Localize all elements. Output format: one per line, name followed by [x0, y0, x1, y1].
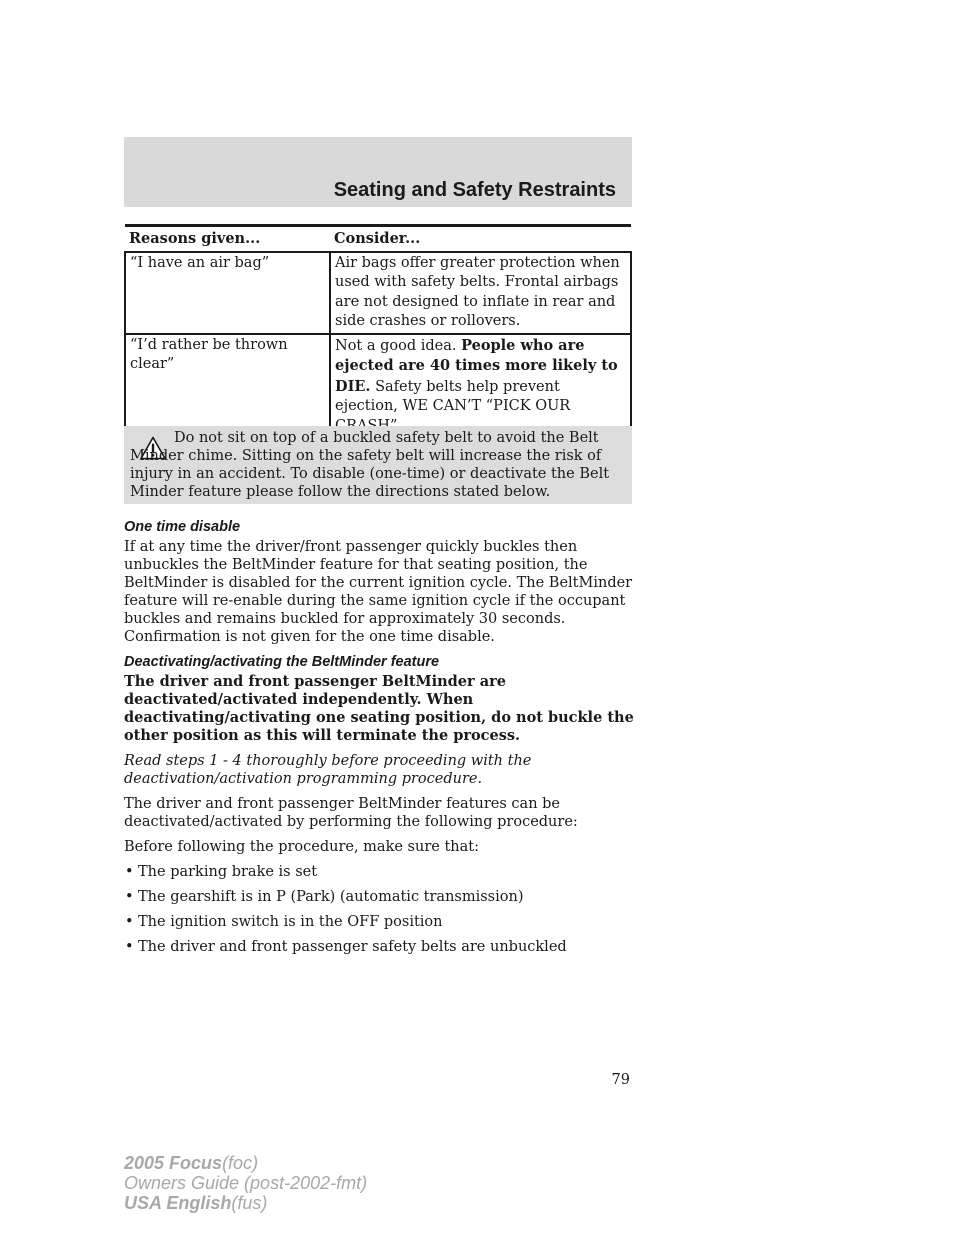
table-row: [125, 252, 631, 334]
table-row: [125, 334, 631, 439]
footer-model: 2005 Focus: [124, 1153, 223, 1173]
one-time-disable-body: If at any time the driver/front passenger quickly buckles then unbuckles the BeltMinder feature for that seating position, the BeltMinder is disabled for the current ignition cycle. The BeltMinder feature will re-enable during the same ignition cycle if the occupant buckles and remains buckled for approximately 30 seconds. Confirmation is not given for the one time disable.: [124, 539, 633, 645]
footer-language: USA English: [124, 1193, 232, 1213]
list-item: • The ignition switch is in the OFF position: [124, 913, 636, 931]
main-content: [124, 518, 636, 963]
consider-cell: Air bags offer greater protection when used with safety belts. Frontal airbags are not designed to inflate in rear and side crashes or rollovers.: [330, 252, 631, 334]
consider-emphasis: People who are ejected are 40 times more likely to DIE.: [335, 336, 618, 395]
list-item: • The gearshift is in P (Park) (automatic transmission): [124, 888, 636, 906]
procedure-intro: The driver and front passenger BeltMinder features can be deactivated/activated by performing the following procedure:: [124, 796, 578, 830]
consider-suffix: Safety belts help prevent ejection, WE CAN’T “PICK OUR: [335, 378, 571, 414]
heading-one-time-disable: One time disable: [124, 519, 241, 535]
page-number: 79: [611, 1072, 630, 1088]
warning-text: Do not sit on top of a buckled safety belt to avoid the Belt Minder chime. Sitting on the safety belt will increase the risk of injury in an accident. To disable (one-time) or deactivate the Belt Minder feature please follow the directions stated below.: [130, 430, 610, 500]
list-item: • The driver and front passenger safety belts are unbuckled: [124, 938, 636, 956]
reason-cell: “I have an air bag”: [125, 252, 330, 334]
footer-line-guide: Owners Guide (post-2002-fmt): [124, 1173, 368, 1193]
column-header-consider: Consider...: [330, 226, 631, 252]
list-item: • The parking brake is set: [124, 863, 636, 881]
reasons-table: [124, 224, 632, 439]
before-procedure-text: Before following the procedure, make sure that:: [124, 839, 479, 855]
consider-prefix: Not a good idea.: [335, 337, 457, 354]
reason-cell: “I’d rather be thrown clear”: [125, 334, 330, 439]
section-title: Seating and Safety Restraints: [333, 179, 616, 201]
warning-box: [124, 426, 632, 504]
read-steps-note: Read steps 1 - 4 thoroughly before proceeding with the deactivation/activation programming procedure.: [124, 753, 532, 787]
footer-language-code: (fus): [231, 1193, 268, 1213]
section-header-band: [124, 137, 632, 207]
heading-deactivating-activating: Deactivating/activating the BeltMinder feature: [124, 654, 440, 670]
footer-line-language: [124, 1193, 367, 1213]
deactivation-note: The driver and front passenger BeltMinder are deactivated/activated independently. When deactivating/activating one seating position, do not buckle the other position as this will terminate the process.: [124, 673, 634, 744]
footer-line-model: [124, 1153, 367, 1173]
consider-cell: [330, 334, 631, 439]
table-header-row: [125, 226, 631, 252]
precondition-list: [124, 863, 636, 956]
footer-model-code: (foc): [222, 1153, 259, 1173]
column-header-reasons: Reasons given...: [125, 226, 330, 252]
document-footer: [124, 1153, 367, 1213]
